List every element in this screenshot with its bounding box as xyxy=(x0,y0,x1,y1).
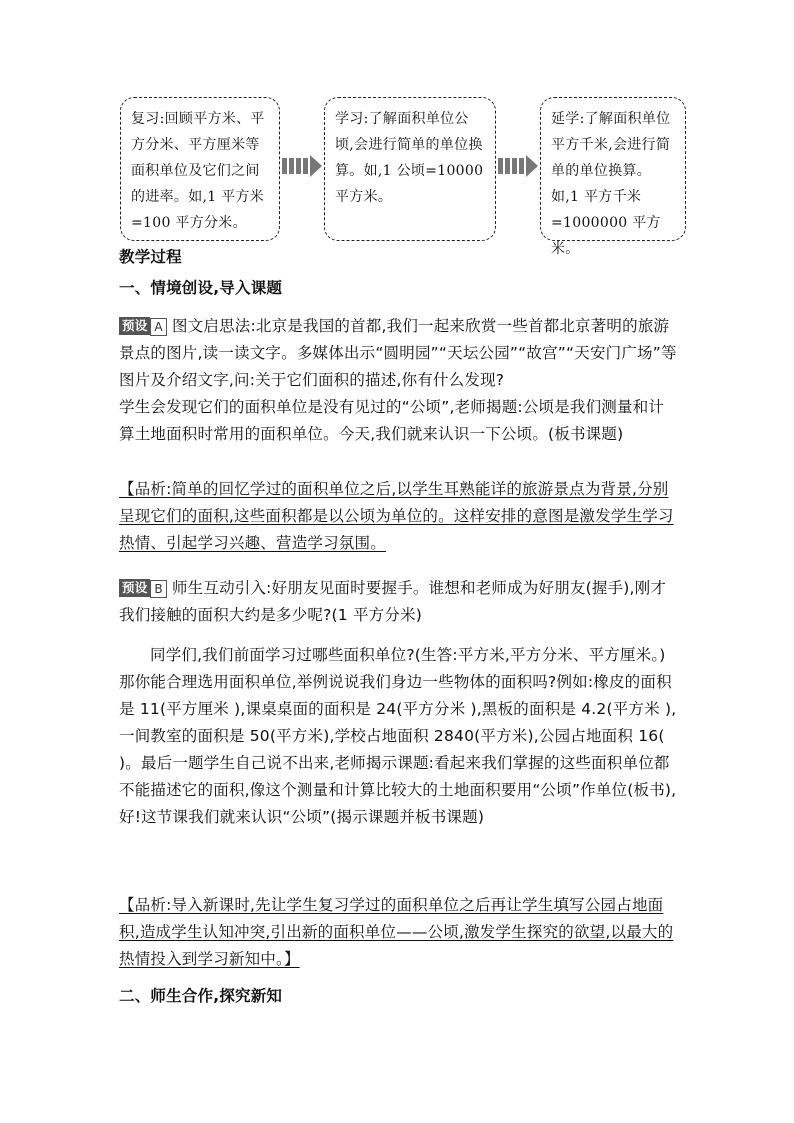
review-box: 复习:回顾平方米、平方分米、平方厘米等面积单位及它们之间的进率。如,1 平方米 =100 平方分米。 xyxy=(120,97,280,241)
preset-letter: B xyxy=(150,580,166,598)
arrow-icon xyxy=(498,155,538,177)
process-title: 教学过程 xyxy=(119,248,182,266)
arrow-icon xyxy=(282,155,322,177)
analysis-b: 【品析:导入新课时,先让学生复习学过的面积单位之后再让学生填写公园占地面积,造成学生认知冲突,引出新的面积单位——公顷,激发学生探究的欲望,以最大的热情投入到学习新知中。】 xyxy=(119,896,674,968)
preset-b-text: 师生互动引入:好朋友见面时要握手。谁想和老师成为好朋友(握手),刚才我们接触的面积大约是多少呢?(1 平方分米) xyxy=(119,579,667,624)
preset-b xyxy=(119,575,679,629)
extend-box: 延学:了解面积单位平方千米,会进行简单的单位换算。如,1 平方千米 =1000000 平方米。 xyxy=(540,97,686,241)
preset-a-text2: 学生会发现它们的面积单位是没有见过的“公顷”,老师揭题:公顷是我们测量和计算土地面积时常用的面积单位。今天,我们就来认识一下公顷。(板书课题) xyxy=(119,398,665,443)
preset-tag: 预设 xyxy=(119,317,150,335)
preset-letter: A xyxy=(150,318,166,336)
preset-a-text: 图文启思法:北京是我国的首都,我们一起来欣赏一些首都北京著明的旅游景点的图片,读一读文字。多媒体出示“圆明园”“天坛公园”“故宫”“天安门广场”等图片及介绍文字,问:关于它们面积的描述,你有什么发现? xyxy=(119,317,677,389)
learn-box: 学习:了解面积单位公顷,会进行简单的单位换算。如,1 公顷=10000 平方米。 xyxy=(324,97,496,241)
analysis-a: 【品析:简单的回忆学过的面积单位之后,以学生耳熟能详的旅游景点为背景,分别呈现它们的面积,这些面积都是以公顷为单位的。这样安排的意图是激发学生学习热情、引起学习兴趣、营造学习氛围。 xyxy=(119,480,674,552)
section1-title: 一、情境创设,导入课题 xyxy=(119,279,283,297)
preset-tag: 预设 xyxy=(119,579,150,597)
section2-title: 二、师生合作,探究新知 xyxy=(119,987,283,1005)
preset-a xyxy=(119,313,679,394)
preset-b-paragraph: 同学们,我们前面学习过哪些面积单位?(生答:平方米,平方分米、平方厘米。)那你能合理选用面积单位,举例说说我们身边一些物体的面积吗?例如:橡皮的面积是 11(平方厘米 ),课桌桌面的面积是 24(平方分米 ),黑板的面积是 4.2(平方米 ),一间教室的面积是 50(平方米),学校占地面积 2840(平方米),公园占地面积 16( )。最后一题学生自己说不出来,老师揭示课题:看起来我们掌握的这些面积单位都不能描述它的面积,像这个测量和计算比较大的土地面积要用“公顷”作单位(板书),好!这节课我们就来认识“公顷”(揭示课题并板书课题) xyxy=(119,646,677,826)
